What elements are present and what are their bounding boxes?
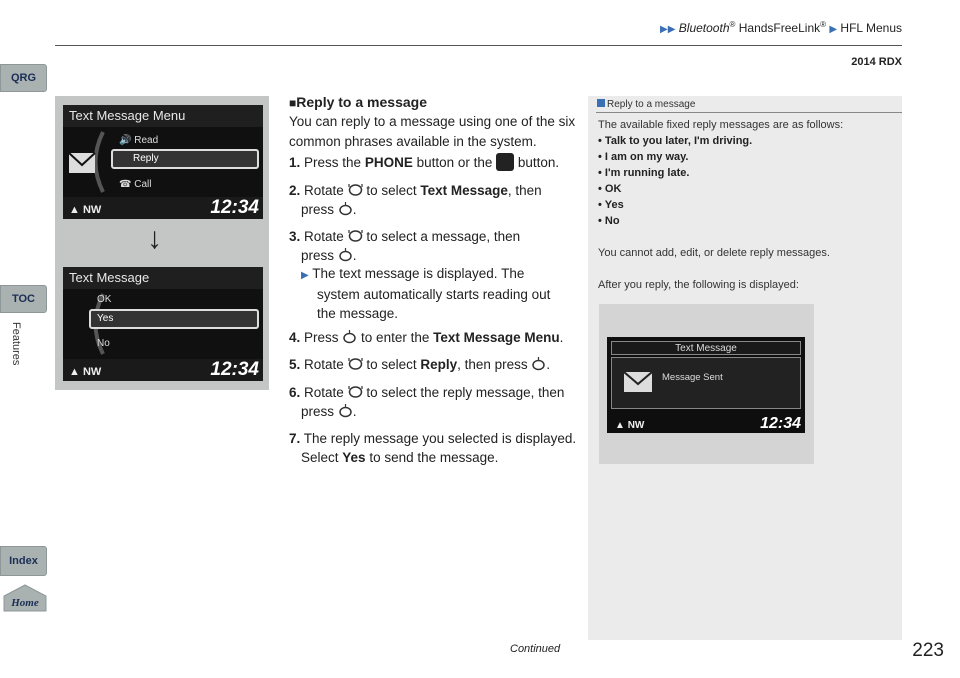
breadcrumb-hfl-menus[interactable]: HFL Menus [840,21,902,35]
note-heading: Reply to a message [597,99,695,110]
list-item: • I am on my way. [598,151,689,163]
dial-press-icon [531,357,546,371]
clock: 12:34 [210,197,259,218]
model-label: 2014 RDX [851,56,902,68]
step-3: 3. Rotate to select a message, then press . [289,229,521,263]
step-4: 4. Press to enter the Text Message Menu. [289,330,564,345]
home-tab[interactable] [3,584,47,612]
screen-text-message-menu [63,105,263,219]
home-icon [3,584,47,612]
screen-title: Text Message Menu [63,105,263,127]
message-sent-illustration [599,304,814,464]
interface-dial-icon [348,183,363,197]
envelope-icon [63,127,113,197]
breadcrumb-arrow-icon: ▶ [829,24,838,35]
message-sent-text: Message Sent [662,372,723,383]
screen-text-message [63,267,263,381]
menu-item-read: 🔊 Read [119,135,159,146]
step-3-result: ▶ The text message is displayed. The system automatically starts reading out the message. [301,266,551,321]
compass-heading: ▲ NW [615,420,645,431]
section-title: ■Reply to a message [289,94,427,110]
screen-body [611,357,801,409]
page-number: 223 [912,640,944,661]
index-tab[interactable]: Index [0,546,47,576]
step-2: 2. Rotate to select Text Message, then press . [289,183,542,217]
screen-title: Text Message [63,267,263,289]
square-bullet-icon: ■ [289,96,297,110]
toc-tab[interactable]: TOC [0,285,47,313]
registered-mark: ® [820,20,827,29]
menu-item-call: ☎ Call [119,179,152,190]
clock: 12:34 [760,415,801,432]
result-arrow-icon: ▶ [301,270,309,281]
step-1: 1. Press the PHONE button or the button. [289,155,560,170]
list-item: • Yes [598,199,624,211]
menu-item-yes-selected: Yes [89,309,259,329]
breadcrumb [500,20,902,35]
reply-message-list [598,133,752,229]
header-divider [55,45,902,46]
interface-dial-icon [348,357,363,371]
note-paragraph-1: You cannot add, edit, or delete reply messages. [598,247,830,259]
list-item: • OK [598,183,622,195]
phone-handset-icon [496,153,514,171]
message-sent-screen [607,337,805,433]
interface-dial-icon [348,229,363,243]
down-arrow-icon: ↓ [147,222,162,255]
dial-press-icon [342,330,357,344]
registered-mark: ® [729,20,736,29]
intro-text: You can reply to a message using one of the six common phrases available in the system. [289,114,576,149]
note-divider [596,112,902,113]
screen-title: Text Message [611,341,801,355]
compass-heading: ▲ NW [69,204,102,216]
section-side-label: Features [10,322,22,366]
clock: 12:34 [210,359,259,380]
envelope-icon [624,372,652,392]
note-marker-icon [597,99,605,107]
compass-heading: ▲ NW [69,366,102,378]
breadcrumb-arrow-icon: ▶▶ [660,24,676,35]
note-intro: The available fixed reply messages are as follows: [598,119,844,131]
list-item: • No [598,215,620,227]
list-item: • I'm running late. [598,167,690,179]
note-panel [588,96,902,640]
step-5: 5. Rotate to select Reply, then press . [289,357,551,372]
breadcrumb-hfl[interactable]: HandsFreeLink [735,21,821,35]
note-paragraph-2: After you reply, the following is displayed: [598,279,799,291]
step-6: 6. Rotate to select the reply message, then press . [289,385,565,419]
home-label: Home [11,597,39,609]
menu-item-no: No [97,338,110,349]
menu-item-reply-selected: Reply [111,149,259,169]
menu-item-ok: OK [97,294,112,305]
breadcrumb-bluetooth[interactable]: Bluetooth [678,21,730,35]
dial-press-icon [338,248,353,262]
step-7: 7. The reply message you selected is displayed. Select Yes to send the message. [289,431,577,465]
dial-press-icon [338,404,353,418]
display-illustration [55,96,269,390]
continued-label: Continued [510,643,561,655]
list-item: • Talk to you later, I'm driving. [598,135,753,147]
dial-press-icon [338,202,353,216]
interface-dial-icon [348,385,363,399]
qrg-tab[interactable]: QRG [0,64,47,92]
